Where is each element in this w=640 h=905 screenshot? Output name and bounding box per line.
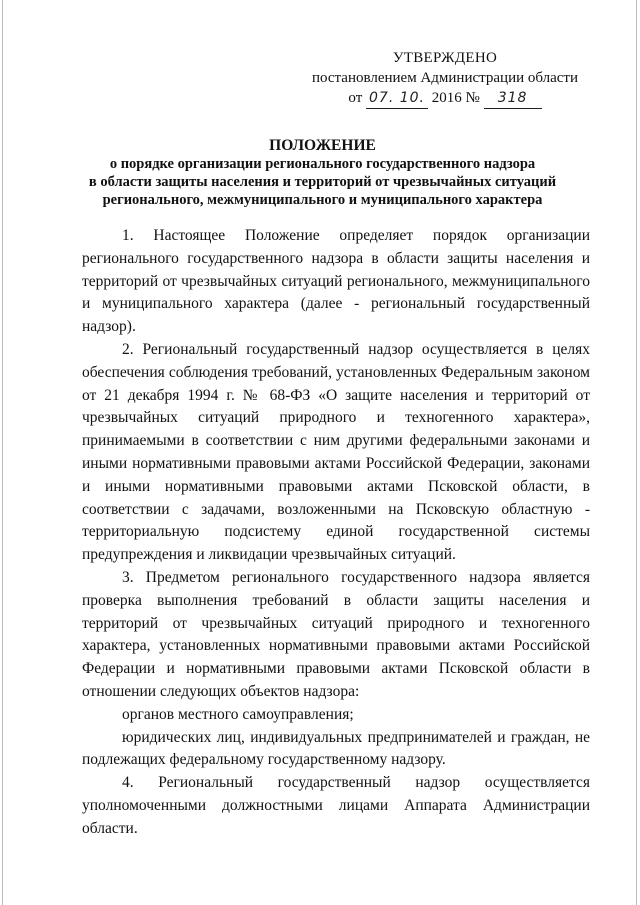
paragraph-3-item-1: органов местного самоуправления; [122,705,354,723]
document-body [82,225,590,841]
scan-edge-left [2,0,3,905]
title-line-3: регионального, межмуниципального и муниципального характера [102,192,543,208]
number-sign: № [465,90,480,106]
approval-date-line [300,88,590,109]
paragraph-3: 3. Предметом регионального государственного надзора является проверка выполнения требований в области защиты населения и территорий от чрезвычайных ситуаций природного и техногенного характера, установленных нормативными правовыми актами Российской Федерации и нормативными правовыми актами Псковской области в отношении следующих объектов надзора: [82,568,590,700]
date-underline [366,88,428,109]
title-heading: ПОЛОЖЕНИЕ [269,137,376,154]
date-prefix: от [348,90,363,106]
paragraph-3-item-2: юридических лиц, индивидуальных предпринимателей и граждан, не подлежащих федеральному государственному надзору. [82,728,590,769]
scan-edge-right [636,0,637,905]
handwritten-date: 07. 10. [369,90,425,106]
approval-block [300,48,590,109]
title-line-1: о порядке организации регионального государственного надзора [109,156,536,172]
handwritten-number: 318 [497,90,528,106]
document-title [60,137,585,209]
title-line-2: в области защиты населения и территорий от чрезвычайных ситуаций [88,174,557,190]
date-year: 2016 [431,90,462,106]
approval-authority: постановлением Администрации области [311,70,579,86]
paragraph-2: 2. Региональный государственный надзор осуществляется в целях обеспечения соблюдения требований, установленных Федеральным законом от 21 декабря 1994 г. № 68-ФЗ «О защите населения и территорий от чрезвычайных ситуаций природного и техногенного характера», принимаемыми в соответствии с ним другими федеральными законами и иными нормативными правовыми актами Российской Федерации, законами и иными нормативными правовыми актами Псковской области, в соответствии с задачами, возложенными на Псковскую областную - территориальную подсистему единой государственной системы предупреждения и ликвидации чрезвычайных ситуаций. [82,340,590,564]
paragraph-4: 4. Региональный государственный надзор осуществляется уполномоченными должностными лицами Аппарата Администрации области. [82,774,590,837]
paragraph-1: 1. Настоящее Положение определяет порядок организации регионального государственного надзора в области защиты населения и территорий от чрезвычайных ситуаций регионального, межмуниципального и муниципального характера (далее - региональный государственный надзор). [82,227,590,336]
approval-title: УТВЕРЖДЕНО [392,50,498,66]
number-underline [484,88,542,109]
